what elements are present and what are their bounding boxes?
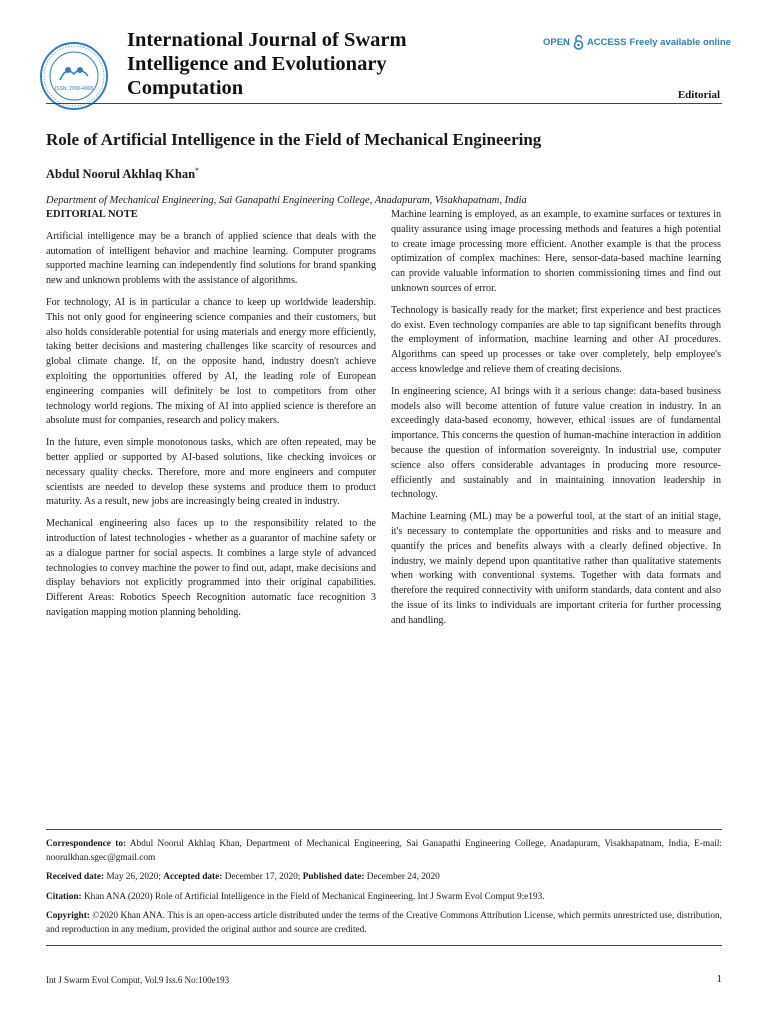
paragraph: In the future, even simple monotonous tasks, which are often repeated, may be better applied or supported by AI-based solutions, like checking invoices or necessary quality checks. Therefore, more and more engineers and computer scientists are needed to develop these systems and produce them to product maturity. As a result, new jobs are increasingly being created in industry. xyxy=(46,437,376,508)
correspondence-label: Correspondence to: xyxy=(46,839,127,849)
article-type: Editorial xyxy=(677,89,720,101)
published-label: Published date: xyxy=(302,872,365,882)
right-column xyxy=(391,208,721,636)
paragraph: Artificial intelligence may be a branch of applied science that deals with the automation of intelligent behavior and machine learning. Computer programs supported machine learning can independently find solutions for brand spanking new and unknown problems with the assistance of algorithms. xyxy=(46,230,376,287)
dates-line xyxy=(46,870,722,884)
citation-text: Khan ANA (2020) Role of Artificial Intelligence in the Field of Mechanical Engineering. Int J Swarm Evol Comput 9:e193. xyxy=(83,892,545,902)
paragraph: In engineering science, AI brings with it a serious change: data-based business models also will become attention of future value creation in industry. In an exceedingly data-based economy, however, ethical issues are of fundamental importance. This concerns the question of human-machine interaction in addition because the question of information sovereignty. In industrial use, computer science also offers considerable advantages in producing more resource-efficiently and sustainably and in maintaining innovation leadership in technology. xyxy=(391,385,721,501)
journal-title-line-1: International Journal of Swarm xyxy=(127,29,407,51)
paragraph: Machine Learning (ML) may be a powerful tool, at the start of an initial stage, it's necessary to contemplate the opportunities and risks and to measure and quantify the prices and benefits always with a clearly defined objective. In industry, we mainly depend upon quantitative rather than qualitative statements when working with conventional systems. Together with data formats and therefore the required connectivity with uniform standards, data content and also the issue of its links to individuals are important criteria for further processing and handling. xyxy=(391,511,721,626)
author-affiliation: Department of Mechanical Engineering, Sai Ganapathi Engineering College, Anadapuram, Visakhapatnam, India xyxy=(46,195,527,206)
author-mark: * xyxy=(195,166,200,175)
paragraph: Technology is basically ready for the market; first experience and best practices do exist. Even technology companies are able to tap significant benefits through the employment of information, machine learning and other AI procedures. Algorithms can speed up processes or take over completely, help employee's access knowledge and relieve them of creating decisions. xyxy=(391,304,721,375)
citation xyxy=(46,890,722,904)
copyright xyxy=(46,909,722,937)
open-access-badge[interactable] xyxy=(543,33,731,51)
citation-label: Citation: xyxy=(46,892,82,902)
journal-reference: Int J Swarm Evol Comput, Vol.9 Iss.6 No:100e193 xyxy=(46,975,230,985)
page-number: 1 xyxy=(716,973,722,985)
accepted-value: December 17, 2020; xyxy=(224,872,301,882)
article-title: Role of Artificial Intelligence in the Field of Mechanical Engineering xyxy=(46,130,542,149)
footer-divider-top xyxy=(46,829,722,830)
published-value: December 24, 2020 xyxy=(366,872,440,882)
author-name xyxy=(46,166,199,182)
author-name-text: Abdul Noorul Akhlaq Khan xyxy=(46,167,196,182)
header-divider xyxy=(46,103,722,104)
copyright-text: ©2020 Khan ANA. This is an open-access article distributed under the terms of the Creative Commons Attribution License, which permits unrestricted use, distribution, and reproduction in any medium, provided the original author and source are credited. xyxy=(46,911,722,935)
logo-issn: ISSN: 2090-4908 xyxy=(54,86,94,92)
correspondence xyxy=(46,837,722,865)
copyright-label: Copyright: xyxy=(46,911,90,921)
open-access-access: ACCESS xyxy=(586,36,627,48)
journal-title-line-2: Intelligence and Evolutionary xyxy=(127,53,387,75)
paragraph: For technology, AI is in particular a chance to keep up worldwide leadership. This not only good for engineering science companies and their customers, but also holds considerable potential for using materials and energy more efficiently, taking better decisions and mastering challenges like scarcity of resources and global climate change. If, on the opposite hand, industry doesn't achieve exploiting the opportunities offered by AI, the leading role of European engineering companies will definitely be lost to competitors from other technology world regions. The mixing of AI into applied science is therefore an absolute must for companies, research and policy makers. xyxy=(46,296,376,427)
paragraph: Mechanical engineering also faces up to the responsibility related to the introduction of latest technologies - whether as a guarantor of machine safety or as a dialogue partner for social aspects. It combines a large style of advanced technologies to convey machine the power to find out, adapt, make decisions and display behaviors not explicitly programmed into their original capabilities. Different Areas: Robotics Speech Recognition automatic face recognition 3 navigation mapping motion planning beholding. xyxy=(46,518,376,618)
open-lock-icon xyxy=(573,34,584,50)
footer-divider-bottom xyxy=(46,945,722,946)
open-access-tagline: Freely available online xyxy=(629,36,731,48)
section-heading: EDITORIAL NOTE xyxy=(46,209,138,220)
accepted-label: Accepted date: xyxy=(163,872,223,882)
journal-logo xyxy=(38,40,110,112)
received-value: May 26, 2020; xyxy=(106,872,161,882)
received-label: Received date: xyxy=(46,872,105,882)
correspondence-text: Abdul Noorul Akhlaq Khan, Department of Mechanical Engineering, Sai Ganapathi Engineering College, Anadapuram, Visakhapatnam, India, E-mail: noorulkhan.sgec@gmail.com xyxy=(46,839,722,863)
journal-title xyxy=(127,28,487,100)
left-column xyxy=(46,208,376,628)
journal-title-line-3: Computation xyxy=(127,77,244,99)
open-access-open: OPEN xyxy=(543,36,570,48)
paragraph: Machine learning is employed, as an example, to examine surfaces or textures in quality assurance using image processing methods and features a high potential to create image processing more efficient. Another example is that the process optimization of complex machines: Here, sensor-data-based machine learning can provide valuable information to shorten commissioning times and find out unknown sources of error. xyxy=(391,209,721,294)
